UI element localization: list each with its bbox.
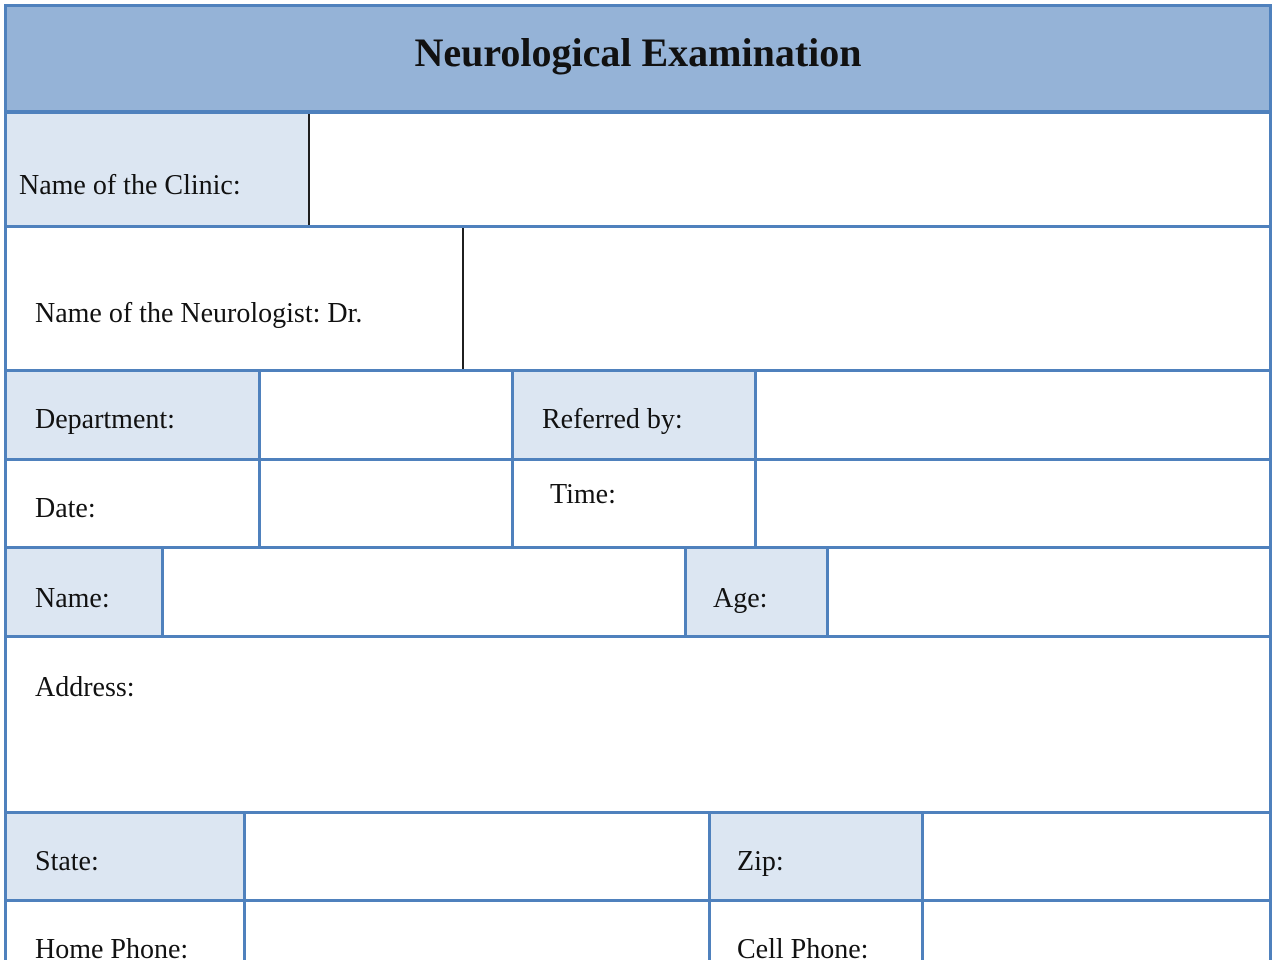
row-phone (4, 902, 1272, 960)
time-field[interactable] (757, 461, 1269, 546)
neurologist-label-cell (7, 228, 462, 369)
form-title: Neurological Examination (414, 30, 862, 75)
row-department (4, 372, 1272, 461)
row-name (4, 549, 1272, 638)
age-label: Age: (713, 583, 768, 614)
row-address (4, 638, 1272, 814)
row-neurologist (4, 228, 1272, 372)
cell-phone-field[interactable] (924, 902, 1269, 960)
row-clinic (4, 114, 1272, 228)
date-field[interactable] (261, 461, 511, 546)
age-label-cell (687, 549, 826, 635)
home-phone-field[interactable] (246, 902, 708, 960)
neurologist-label: Name of the Neurologist: Dr. (35, 298, 363, 329)
home-phone-label-cell (7, 902, 243, 960)
time-label: Time: (550, 479, 616, 510)
date-label: Date: (35, 493, 96, 524)
department-label: Department: (35, 404, 175, 435)
referred-by-label-cell (514, 372, 754, 458)
name-field[interactable] (164, 549, 684, 635)
state-field[interactable] (246, 814, 708, 899)
department-field[interactable] (261, 372, 511, 458)
address-field[interactable] (7, 638, 1269, 811)
name-label: Name: (35, 583, 110, 614)
cell-phone-label-cell (711, 902, 921, 960)
zip-label-cell (711, 814, 921, 899)
time-label-cell (514, 461, 754, 546)
department-label-cell (7, 372, 258, 458)
clinic-label-cell (7, 114, 309, 225)
state-label: State: (35, 846, 99, 877)
state-label-cell (7, 814, 243, 899)
clinic-field[interactable] (310, 114, 1269, 225)
row-date (4, 461, 1272, 549)
date-label-cell (7, 461, 258, 546)
row-state (4, 814, 1272, 902)
referred-by-label: Referred by: (542, 404, 683, 435)
address-label: Address: (35, 672, 135, 703)
title-bar (4, 4, 1272, 114)
zip-field[interactable] (924, 814, 1269, 899)
referred-by-field[interactable] (757, 372, 1269, 458)
clinic-label: Name of the Clinic: (19, 170, 241, 201)
home-phone-label: Home Phone: (35, 934, 189, 960)
cell-phone-label: Cell Phone: (737, 934, 869, 960)
zip-label: Zip: (737, 846, 784, 877)
neurologist-field[interactable] (464, 228, 1269, 369)
age-field[interactable] (829, 549, 1269, 635)
name-label-cell (7, 549, 161, 635)
